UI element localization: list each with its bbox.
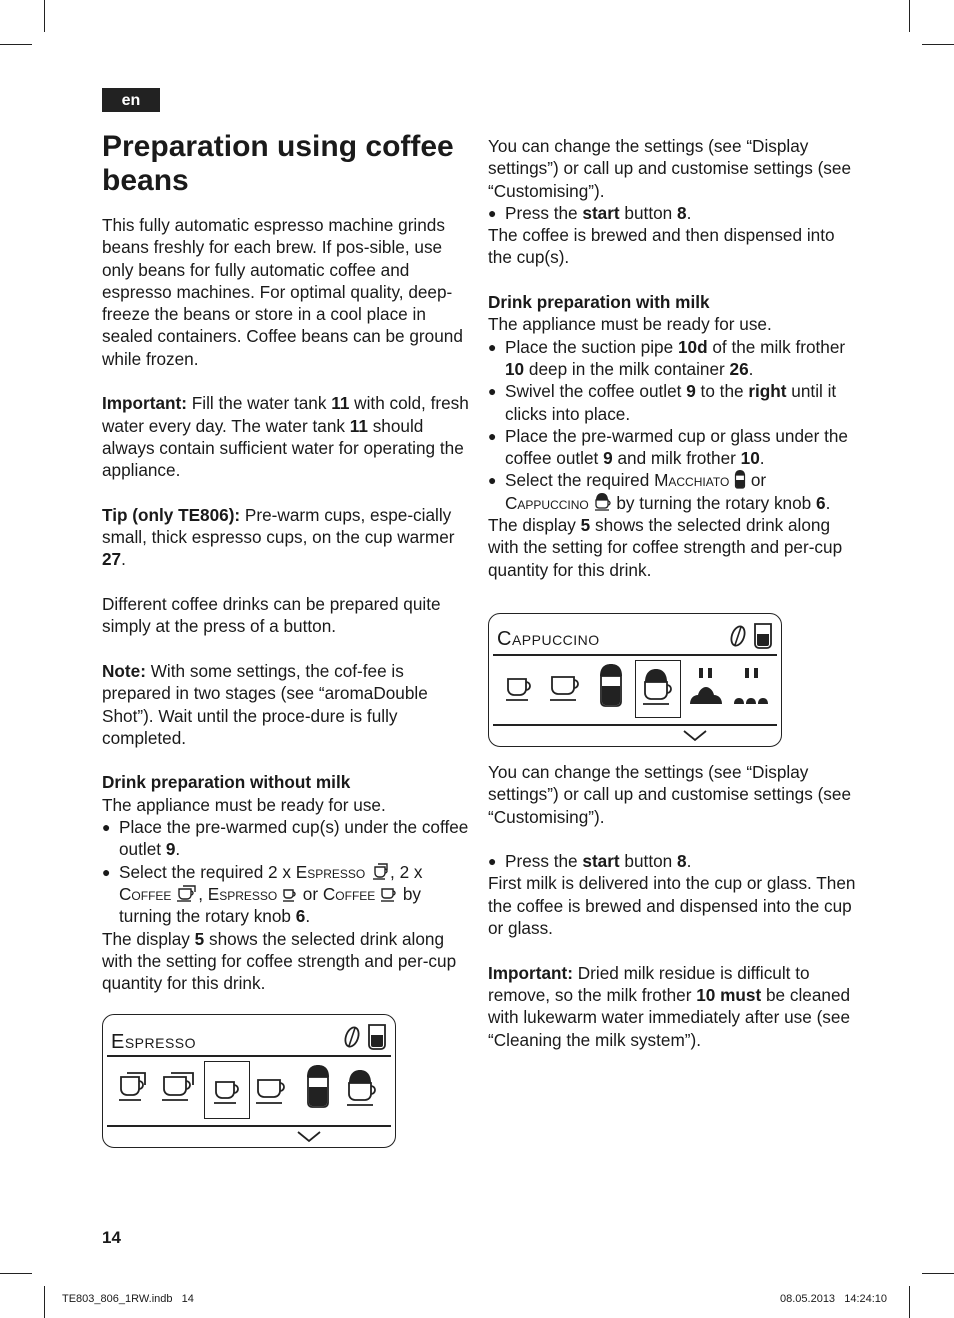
cappuccino-cup-icon (345, 1067, 379, 1109)
display-drink-name: Cappuccino (497, 628, 600, 650)
display-description: The display 5 shows the selected drink along with the setting for coffee strength and per-cup quantity for this drink. (488, 515, 843, 580)
espresso-icon (505, 676, 535, 704)
espresso-icon (282, 887, 298, 903)
ready-text: The appliance must be ready for use. (102, 794, 386, 815)
display-divider (107, 1055, 391, 1057)
milk-foam-icon (689, 666, 723, 708)
espresso-icon (213, 1079, 243, 1107)
cappuccino-display-illustration (488, 613, 782, 747)
note-paragraph: Note: With some settings, the cof-fee is prepared in two stages (see “aromaDouble Shot”). Wait until the proce-dure is fully completed. (102, 660, 428, 748)
crop-mark (922, 44, 954, 45)
macchiato-glass-icon (734, 469, 746, 489)
settings-paragraph: You can change the settings (see “Display settings”) or call up and customise settings (see “Customising”). (488, 136, 852, 201)
cappuccino-cup-icon (594, 492, 612, 512)
crop-mark (44, 1286, 45, 1318)
section-heading-no-milk: Drink preparation without milk (102, 772, 351, 793)
crop-mark (44, 0, 45, 32)
right-column-lower (488, 761, 858, 1051)
list-item: ● Press the start button 8. (488, 202, 858, 224)
coffee-icon (255, 1077, 289, 1107)
coffee-icon (380, 887, 398, 903)
cup-size-icon (367, 1023, 387, 1051)
double-espresso-icon (117, 1071, 151, 1105)
crop-mark (922, 1273, 954, 1274)
list-item: ● Swivel the coffee outlet 9 to the right until it clicks into place. (488, 380, 858, 425)
important-paragraph: Important: Fill the water tank 11 with cold, fresh water every day. The water tank 11 should always contain sufficient water for operating the appliance. (102, 393, 469, 481)
drinks-paragraph: Different coffee drinks can be prepared quite simply at the press of a button. (102, 594, 441, 637)
display-divider (493, 724, 777, 726)
list-item: ● Select the required Macchiato or Cappuccino by turning the rotary knob 6. (488, 469, 858, 514)
list-item: ● Press the start button 8. (488, 850, 858, 872)
crop-mark (909, 1286, 910, 1318)
coffee-bean-icon (729, 624, 747, 648)
coffee-bean-icon (343, 1025, 361, 1049)
footer-file: TE803_806_1RW.indb 14 (62, 1293, 194, 1305)
milk-icon (733, 666, 769, 708)
list-item: ● Place the pre-warmed cup(s) under the coffee outlet 9. (102, 816, 470, 861)
language-tab: en (102, 88, 160, 112)
double-coffee-icon (161, 1071, 199, 1105)
tip-paragraph: Tip (only TE806): Pre-warm cups, espe-cially small, thick espresso cups, on the cup warmer 27. (102, 504, 455, 570)
coffee-icon (549, 674, 583, 704)
display-drink-name: Espresso (111, 1031, 197, 1053)
crop-mark (0, 1273, 32, 1274)
double-espresso-icon (370, 863, 390, 881)
chevron-down-icon (683, 730, 707, 742)
cappuccino-cup-icon (641, 666, 675, 708)
crop-mark (909, 0, 910, 32)
display-divider (107, 1125, 391, 1127)
first-milk-text: First milk is delivered into the cup or glass. Then the coffee is brewed and dispensed into the cup or glass. (488, 873, 856, 939)
macchiato-glass-icon (597, 662, 625, 708)
list-item: ● Place the pre-warmed cup or glass under the coffee outlet 9 and milk frother 10. (488, 425, 858, 470)
section-heading-milk: Drink preparation with milk (488, 292, 710, 313)
intro-paragraph: This fully automatic espresso machine grinds beans freshly for each brew. If pos-sible, use only beans for fully automatic coffee and espresso machines. For optimal quality, deep-freeze the beans or store in a cool place in sealed containers. Coffee beans can be ground while frozen. (102, 215, 463, 369)
settings-paragraph: You can change the settings (see “Display settings”) or call up and customise settings (see “Customising”). (488, 762, 852, 827)
list-item: ● Select the required 2 x Espresso , 2 x Coffee , Espresso or Coffee by turning the rotary knob 6. (102, 861, 470, 928)
cup-size-icon (753, 622, 773, 650)
crop-mark (0, 44, 32, 45)
ready-text: The appliance must be ready for use. (488, 314, 772, 335)
chevron-down-icon (297, 1131, 321, 1143)
left-column (102, 214, 470, 994)
espresso-display-illustration (102, 1014, 396, 1148)
footer-timestamp: 08.05.2013 14:24:10 (780, 1293, 888, 1305)
display-divider (493, 654, 777, 656)
page-number: 14 (102, 1228, 121, 1247)
page-title: Preparation using coffee beans (102, 130, 454, 197)
double-coffee-icon (176, 885, 198, 903)
macchiato-glass-icon (304, 1063, 332, 1109)
right-column (488, 135, 858, 581)
important-paragraph: Important: Dried milk residue is difficult to remove, so the milk frother 10 must be cleaned with lukewarm water immediately after use (see “Cleaning the milk system”). (488, 962, 851, 1050)
brewed-text: The coffee is brewed and then dispensed into the cup(s). (488, 225, 835, 268)
list-item: ● Place the suction pipe 10d of the milk frother 10 deep in the milk container 26. (488, 336, 858, 381)
display-description: The display 5 shows the selected drink along with the setting for coffee strength and per-cup quantity for this drink. (102, 928, 457, 994)
